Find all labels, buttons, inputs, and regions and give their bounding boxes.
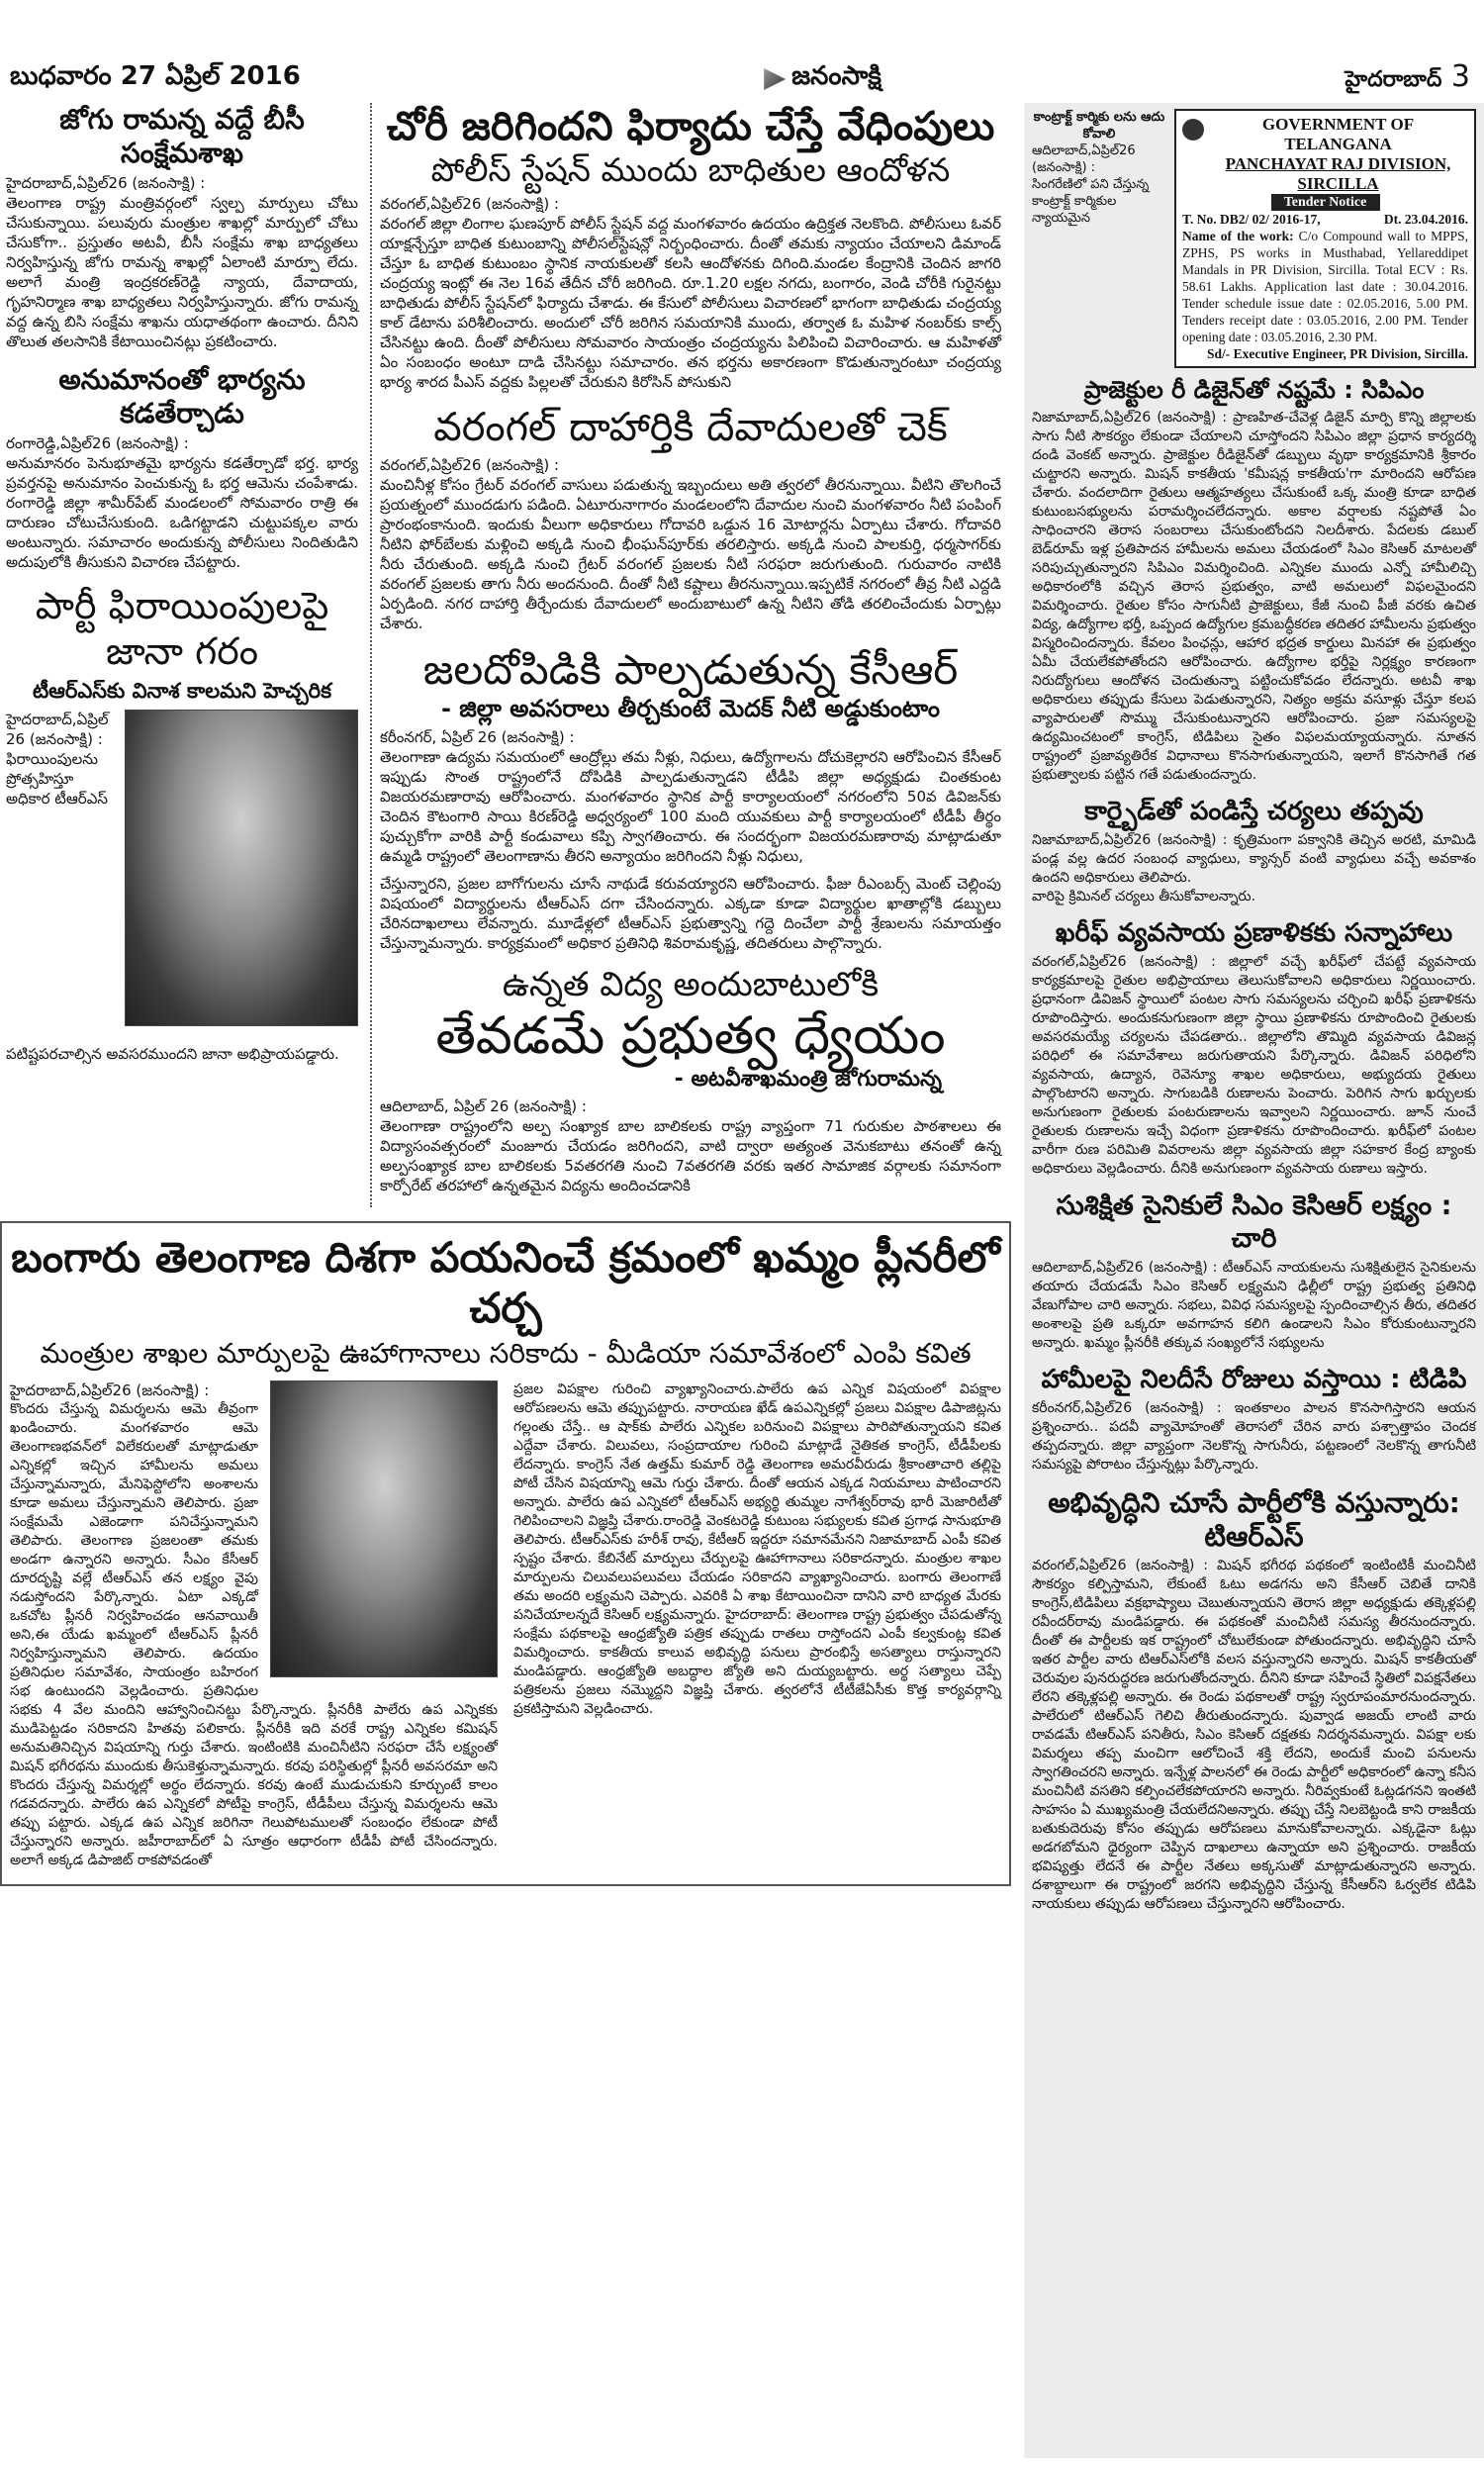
work-label: Name of the work: <box>1182 229 1294 243</box>
dateline: కరీంనగర్,ఏప్రిల్26 (జనంసాక్షి) : <box>1032 1400 1222 1417</box>
page-header <box>0 0 1484 103</box>
headline: పార్టీ ఫిరాయింపులపై జానా గరం <box>35 584 329 673</box>
article-body <box>1032 1259 1476 1353</box>
lead-story-kavitha <box>0 1221 1011 1885</box>
right-column <box>1024 103 1484 2458</box>
page-number: 3 <box>1450 59 1470 94</box>
issue-date: బుధవారం 27 ఏప్రిల్ 2016 <box>10 61 301 91</box>
page-body <box>0 103 1484 2458</box>
headline: కార్బైడ్‌తో పండిస్తే చర్యలు తప్పవు <box>1084 796 1424 826</box>
headline: ప్రాజెక్టుల రీ డిజైన్‌తో నష్టమే : సిపిఎం <box>1083 376 1425 404</box>
tender-badge: Tender Notice <box>1271 194 1380 211</box>
headline: బంగారు తెలంగాణ దిశగా పయనించే క్రమంలో ఖమ్మం ప్లీనరీలో చర్చ <box>11 1233 1000 1332</box>
dateline: వరంగల్,ఏప్రిల్26 (జనంసాక్షి) : <box>380 455 560 474</box>
tender-number: T. No. DB2/ 02/ 2016-17, <box>1182 212 1321 227</box>
dateline: హైదరాబాద్,ఏప్రిల్26 (జనంసాక్షి) : <box>6 174 206 193</box>
tender-org: GOVERNMENT OF TELANGANA <box>1261 115 1415 153</box>
dateline: ఆదిలాబాద్, ఏప్రిల్ 26 (జనంసాక్షి) : <box>380 1097 587 1116</box>
dateline: ఆదిలాబాద్,ఏప్రిల్26 (జనంసాక్షి) : <box>1032 143 1136 175</box>
subheadline: మంత్రుల శాఖల మార్పులపై ఊహాగానాలు సరికాదు - మీడియా సమావేశంలో ఎంపి కవిత <box>40 1337 972 1371</box>
article-kcr-water-looting <box>380 645 1001 953</box>
kicker: ఉన్నత విద్య అందుబాటులోకి <box>502 964 880 1004</box>
article-body: తెలంగాణా రాష్ట్రంలోని అల్ప సంఖ్యాక బాల బాలికలకు రాష్ట్ర వ్యాప్తంగా 71 గురుకుల పాఠశాలలు ఈ విద్యాసంవత్సరంలో మంజూరు చేయడం జరిగిందని, వాటి ద్వారా అత్యంత వెనుకబాటు తనంతో ఉన్న అల్పసంఖ్యాక బాల బాలికలకు 5వతరగతి నుంచి 7వతరగతి వరకు ఇతర సామాజిక వర్గాలకు సమానంగా కార్పోరేట్ తరహాలో ఉన్నతమైన విద్యను అందించడానికి <box>380 1117 1001 1195</box>
paper-name: జనంసాక్షి <box>791 61 881 91</box>
headline: తేవడమే ప్రభుత్వ ధ్యేయం <box>435 1005 946 1066</box>
article-text: కృత్రిమంగా పక్వానికి తెచ్చిన అరటి, మామిడి పండ్ల వల్ల ఉదర సంబంధ వ్యాధులు, క్యాన్సర్ వంటి వ్యాధులు వచ్చే అవకాశం ఉందని అధికారులు తెలిపారు. <box>1032 831 1476 886</box>
tender-division: PANCHAYAT RAJ DIVISION, SIRCILLA <box>1225 154 1451 193</box>
article-theft-harassment <box>380 103 1001 392</box>
right-article <box>1032 1365 1476 1475</box>
middle-column <box>378 103 1003 1207</box>
right-article <box>1032 797 1476 906</box>
article-closing: వారిపై క్రిమినల్ చర్యలు తీసుకోవాలన్నారు. <box>1032 888 1256 904</box>
article-body: తెలంగాణ రాష్ట్ర మంత్రివర్గంలో స్వల్ప మార్పులు చోటు చేసుకున్నాయి. పలువురు మంత్రుల శాఖల్లో మార్పులో చోటు చేసుకోగా.. ప్రస్తుతం అటవీ, బీసీ సంక్షేమ శాఖ బాధ్యతలు నిర్వహిస్తున్న జోగు రామన్న శాఖల్లో ఏలాంటి మార్పూ లేదు. అలాగే మంత్రి ఇంద్రకరణ్‌రెడ్డి న్యాయ, దేవాదాయ, గృహనిర్మాణ శాఖ బాధ్యతలు నిర్వహిస్తున్నారు. జోగు రామన్న వద్ద ఉన్న బిసి సంక్షేమ శాఖను యధాతథంగా ఉంచారు. దీనిని తొలుత తలసానికి కేటాయించినట్లు ప్రకటించారు. <box>6 194 358 351</box>
article-warangal-water <box>380 404 1001 633</box>
logo-arrow-icon <box>764 68 786 90</box>
right-article <box>1032 1190 1476 1353</box>
article-body: కొందరు చేస్తున్న విమర్శలను ఆమె తీవ్రంగా ఖండించారు. మంగళవారం ఆమె తెలంగాణభవన్‌లో విలేకరులతో మాట్లాడుతూ ఎన్నికల్లో ఇచ్చిన హామీలను అమలు చేస్తున్నామన్నారు, మేనిఫెస్టోలోని అంశాలను కూడా అమలు చేస్తున్నామని తెలిపారు. ప్రజా సంక్షేమమే ఎజెండాగా పనిచేస్తున్నామని తెలిపారు. తెలంగాణ ప్రజలంతా తమకు అండగా ఉన్నారని అన్నారు. సీఎం కేసీఆర్ దూరదృష్టి వల్లే టీఆర్ఎస్ తన లక్ష్యం వైపు నడుస్తోందని పేర్కొన్నారు. ఏటా ఎక్కడో ఒకచోట ప్లీనరీ నిర్వహించడం ఆనవాయితీ అని,ఈ యేడు ఖమ్మంలో టీఆర్ఎస్ ప్లీనరీ నిర్వహిస్తున్నామని తెలిపారు. ఉదయం ప్రతినిధుల సమావేశం, సాయంత్రం బహిరంగ సభ ఉంటుందని వెల్లడించారు. ప్రతినిధుల సభకు 4 వేల మందిని ఆహ్వానించినట్టు పేర్కొన్నారు. ప్లీనరీకి పాలేరు ఉప ఎన్నికకు ముడిపెట్టడం సరికాదని హితవు పలికారు. ప్లీనరీకి ఇది వరకే రాష్ట్ర ఎన్నికల కమిషన్ అనుమతినిచ్చిన విషయాన్ని గుర్తు చేశారు. ఇంటింటికి మంచినీటిని సరఫరా చేసే లక్ష్యంతో మిషన్ భగీరథను ముందుకు తీసుకెళ్తున్నామన్నారు. కరవు పరిస్థితుల్లో ప్లీనరీ అవసరమా అని కొందరు చేస్తున్న విమర్శల్లో అర్థం లేదన్నారు. కరవు ఉంటే ముడుచుకుని కూర్చుంటే కాలం గడవదన్నారు. పాలేరు ఉప ఎన్నికలో పోటీపై కాంగ్రెస్, టీడీపీలు చేస్తున్న విమర్శలను ఆమె తప్పు పట్టారు. ఎక్కడ ఉప ఎన్నిక జరిగినా గెలుపోటములతో సంబంధం లేకుండా పోటీ చేస్తున్నారని అన్నారు. జహీరాబాద్‌లో ఏ సూత్రం ఆధారంగా టీడీపీ పోటీ చేసిందన్నారు. అలాగే అక్కడ డిపాజిట్ రాకపోవడంతో <box>10 1400 498 1868</box>
headline: అభివృద్ధిని చూసే పార్టీలోకి వస్తున్నారు: టిఆర్ఎస్ <box>1048 1486 1460 1553</box>
tender-date: Dt. 23.04.2016. <box>1383 212 1468 227</box>
article-text: జిల్లాలో వచ్చే ఖరీఫ్‌లో చేపట్టే వ్యవసాయ కార్యక్రమాలపై రైతుల అభిప్రాయాలు తెలుసుకోవాలని అధికారులు నిర్ణయించారు. ప్రధానంగా డివిజన్ స్థాయిలో పంటల సాగు సమస్యలను చర్చించి ఖరీఫ్ ప్రణాళికను రూపొందిస్తారు. అందుకనుగుణంగా జిల్లా స్థాయి ప్రణాళికను రూపొందించి రైతులకు అవసరమయ్యే చర్యలను చేపడతారు.. జిల్లాలోని తొమ్మిది వ్యవసాయ డివిజన్ల పరిధిలో ఈ సమావేశాలు జరుగుతాయని పేర్కొన్నారు. డివిజన్ పరిధిలోని వ్యవసాయ, ఉద్యాన, రెవెన్యూ శాఖల అధికారులు, అభ్యుదయ రైతులు పాల్గొంటారని అన్నారు. సాగుబడికి రుణాలను పెంచారు. పెరిగిన సాగు ఖర్చులకు అనుగుణంగా రైతులకు పంటరుణాలను ఇవ్వాలని నిర్ణయించారు. జూన్ నుంచే రైతులకు రుణాలను ఇచ్చే విధంగా ప్రణాళికను రూపొందించారు. ఖరీఫ్‌లో పంటల వారీగా రుణ పరిమితి వివరాలను జిల్లా వ్యవసాయ జిల్లా సహకార కేంద్ర బ్యాంకు అధికారులు వెల్లడించారు. దీనికి అనుగుణంగా వ్యవసాయ రుణాలు ఇస్తారు. <box>1032 954 1476 1178</box>
lead-column-1 <box>10 1380 498 1870</box>
masthead-logo <box>764 61 881 97</box>
article-wife-murder <box>6 363 358 572</box>
article-closing: పటిష్టపరచాల్సిన అవసరముందని జానా అభిప్రాయపడ్డారు. <box>6 1044 339 1063</box>
article-higher-education <box>380 965 1001 1196</box>
column-divider <box>370 103 372 1207</box>
article-text: మిషన్ భగీరథ పథకంలో ఇంటింటికీ మంచినీటి సౌకర్యం కల్పిస్తామని, లేకుంటే ఓటు అడగను అని కేసీఆర్ చెబితే దానికి కాంగ్రెస్,టిడిపిలు వక్రభాష్యాలు చెబుతున్నాయని తెరాస జిల్లా అధ్యక్షుడు తక్కెళ్లపల్లి రవీందర్‌రావు మండిపడ్డారు. ఈ పథకంతో మంచినీటి సమస్య తీరనుందన్నారు. దీంతో ఈ పార్టీలకు ఇక రాష్ట్రంలో చోటులేకుండా పోతుందన్నారు. అభివృద్ధిని చూసే ఇతర పార్టీల వారు టిఆర్‌ఎస్‌లోకి వలస వస్తున్నారని అన్నారు. మిషన్ కాకతీయతో చెరువుల పునరుద్ధరణ జరుగుతోందన్నారు. దీనిని కూడా సహించే స్థితిలో విపక్షనేతలు లేరని తక్కెళ్లపల్లి అన్నారు. ఈ రెండు పథకాలతో రాష్ట్ర స్వరూపంమారనుందన్నారు. పాలేరులో టిఆర్‌ఎస్ గెలిచి తీరుతుందన్నారు. పువ్వాడ అజయ్ లాంటి వారు రావడమే టిఆర్‌ఎస్ పనితీరు, సిఎం కెసిఆర్ దక్షతకు నిదర్శనమన్నారు. విపక్షా లకు విమర్శలు తప్ప మంచిగా ఆలోచించే శక్తి లేదని, అందుకే మంచి పనులను స్వాగతించరని అన్నారు. ఇన్నేళ్ల పాలనలో ఈ రెండు పార్టీలో అధికారంలో ఉన్నా కనీస మంచినీటి వసతిని కల్పించలేకపోయారని అన్నారు. నీరివ్వకుంటే ఓట్లడగనని ఇంతటి సాహసం ఏ ముఖ్యమంత్రి చేయలేదనిఅన్నారు. తప్పు చేస్తే నిలబెట్టండి కాని రాజకీయ బతుకుదెరువు కోసం తప్పుడు ఆరోపణలు మానుకోవాలన్నారు. ఎక్కడైనా ఓట్లు అడగబోమని ధైర్యంగా చెప్పిన దాఖలాలు ఉన్నాయా అని ప్రశ్నించారు. రాజకీయ భవిష్యత్తు లేదనే ఈ పార్టీల నేతలు అక్కసుతో మాట్లాడుతున్నారని అన్నారు. దశాబ్దాలుగా ఈ రాష్ట్రంలో జరగని అభివృద్ధిని చేస్తున్న కేసీఆర్‌ని ఓర్వలేక టిడిపి నాయకులు తప్పుడు ఆరోపణలు చేస్తున్నారని ఆరోపించారు. <box>1032 1558 1476 1913</box>
right-article <box>1032 1486 1476 1914</box>
headline: ఖరీఫ్ వ్యవసాయ ప్రణాళికకు సన్నాహాలు <box>1055 917 1453 948</box>
article-body: అనుమానరం పెనుభూతమై భార్యను కడతేర్చాడో భర్త. భార్య ప్రవర్తనపై అనుమానం పెంచుకున్న ఓ భర్త ఆమెను చంపేశాడు. రంగారెడ్డి జిల్లా శామీర్‌పేట్ మండలంలో సోమవారం రాత్రి ఈ దారుణం చోటుచేసుకుంది. ఒడిగట్టాడని చుట్టుపక్కల వారు అంటున్నారు. సమాచారం అందుకున్న పోలీసులు నిందితుడిని అదుపులోకి తీసుకుని విచారణ చేపట్టారు. <box>6 454 358 572</box>
subheadline: - జిల్లా అవసరాలు తీర్చకుంటే మెదక్ నీటి అడ్డుకుంటాం <box>440 694 941 722</box>
article-body <box>1032 831 1476 888</box>
article-body: వరంగల్ జిల్లా లింగాల ఘణపూర్ పోలీస్ స్టేషన్ వద్ద మంగళవారం ఉదయం ఉద్రిక్తత నెలకొంది. పోలీసులు ఓవర్ యాక్షన్చేస్తూ బాధిత కుటుంబాన్ని పోలీసల్‌స్టేషన్లో నిర్బంధించారు. దీంతో తమకు న్యాయం చేయాలని డిమాండ్ చేస్తూ ఓ బాధిత కుటుంబం స్థానిక నాయకులతో కలసి ఆందోళనకు దిగింది.మండల కేంద్రానికి చెందిన జాగరి చంద్రయ్య ఇంట్లో ఈ నెల 16వ తేదీన చోరీ జరిగింది. రూ.1.20 లక్షల నగదు, బంగారం, వెండి చోరీకి గురైనట్టు బాధితుడు పోలీస్ స్టేషన్‌లో ఫిర్యాదు చేశాడు. ఈ కేసులో పోలీసులు విచారణలో భాగంగా బాధితుడు చంద్రయ్య కాల్ డేటాను పరిశీలించారు. అందులో చోరీ జరిగిన సమయానికి ముందు, తర్వాత ఓ మహిళ నంబర్‌కు కాల్స్ చేసినట్టు ఉంది. దీంతో పోలీసులు సోమవారం సాయంత్రం చంద్రయ్యను పిలిపించి విచారించారు. ఆ మహిళతో ఏం సంబంధం అంటూ దాడి చేసినట్టు సమాచారం. తన భర్తను అకారణంగా కొడుతున్నారంటూ చంద్రయ్య భార్య శారద పీఎస్ వద్దకు పిల్లలతో చేరుకుని కిరోసిన్ పోసుకుని <box>380 214 1001 391</box>
dateline: వరంగల్,ఏప్రిల్26 (జనంసాక్షి) : <box>1032 1558 1209 1574</box>
article-body: ఫిరాయింపులను ప్రోత్సహిస్తూ అధికార టీఆర్‌ఎస్ <box>6 749 108 808</box>
dateline: వరంగల్,ఏప్రిల్26 (జనంసాక్షి) : <box>380 194 560 213</box>
article-text: ప్రాణహిత-చేవెళ్ల డిజైన్ మార్పి కొన్ని జిల్లాలకు సాగు నీటి సౌకర్యం లేకుండా చేయాలని చూస్తోందని సిపిఎం జిల్లా ప్రధాన కార్యదర్శి దండి వెంకట్ అన్నారు. ప్రాజెక్టుల రీడిజైన్‌తో డబ్బులు వృథా కార్యక్రమానికి శ్రీకారం చుట్టారని అన్నారు. మిషన్ కాకతీయ 'కమీషన్ల కాకతీయ'గా మారిందని ఆరోపణ చేశారు. వందలాదిగా రైతులు ఆత్మహత్యలు చేసుకుంటే ఒక్క మంత్రి కూడా బాధిత కుటుంబసభ్యులను పరామర్శించలేదన్నారు. అకాల వర్షాలకు నష్టపోతే ఏం సాధించారని తెరాస సంబరాలు చేసుకుంటోందని నిలదీశారు. పేదలకు డబుల్ బెడ్‌రూమ్ ఇళ్ల ప్రతిపాదన హామీలను అమలు చేయడంలో సిఎం కెసిఆర్ మాటలతో సరిపుచ్చుతున్నారని సిపిఎం విమర్శించింది. ఎన్నికల ముందు ఎన్నో హామీలిచ్చి అధికారంలోకి వచ్చిన తెరాస ప్రభుత్వం, వాటి అమలులో విఫలమైందని విమర్శించారు. రైతుల కోసం సాగునీటి ప్రాజెక్టులు, కేజీ నుంచి పీజీ వరకు ఉచిత విద్య, ఉద్యోగాల భర్తీ, ఒప్పంద ఉద్యోగుల క్రమబద్ధీకరణ తదితర హామీలను ప్రభుత్వం విస్మరించిందన్నారు. కేవలం పింఛన్లు, ఆహార భద్రత కార్డులు మినహా ఈ ప్రభుత్వం ఏమీ చేయలేకపోతోందని ఆరోపించారు. ఉద్యోగాల భర్తీపై నిర్లక్ష్యం కారణంగా నిరుద్యోగులు ఆందోళన చెందుతున్నా పట్టించుకోవడం లేదన్నారు. అటవీ శాఖ అధికారులు తప్పుడు కేసులు పెడుతున్నారని, నిత్యం అక్రమ వసూళ్లు చేస్తూ కలప వ్యాపారులతో సొమ్ము చేసుకుంటున్నారని ఆరోపించారు. ప్రజా సమస్యలపై ఉద్యమించటంలో కాంగ్రెస్, టిడిపిలు సైతం విఫలమయ్యాయన్నారు. నూతన రాష్ట్రంలో ప్రజావ్యతిరేక విధానాలు కొనసాగుతున్నాయని, ఇలాగే కొనసాగితే గత ప్రభుత్వాలకు పట్టిన గతే పడుతుందన్నారు. <box>1032 409 1477 783</box>
lead-column-2 <box>513 1380 1001 1870</box>
page-label <box>1345 59 1470 97</box>
article-body <box>1032 953 1476 1179</box>
work-details: C/o Compound wall to MPPS, ZPHS, PS works in Musthabad, Yellareddipet Mandals in PR Division, Sircilla. Total ECV : Rs. 58.61 Lakhs. Application last date : 30.04.2016. Tender schedule issue date : 02.05.2016, 5.00 PM. Tenders receipt date : 03.05.2016, 2.00 PM. Tender opening date : 03.05.2016, 2.30 PM. <box>1182 229 1468 344</box>
subheadline: - అటవీశాఖమంత్రి జోగురామన్న <box>674 1066 942 1092</box>
brief-contract-workers <box>1032 109 1166 227</box>
brief-body: సింగరేణిలో పని చేస్తున్న కాంట్రాక్ట్ కార్మికుల న్యాయమైన <box>1032 177 1150 226</box>
dateline: హైదరాబాద్,ఏప్రిల్26 (జనంసాక్షి) : <box>10 1380 210 1399</box>
headline: వరంగల్ దాహార్తికి దేవాదులతో చెక్ <box>433 404 948 450</box>
photo-kavitha <box>270 1380 498 1677</box>
photo-jana-reddy <box>125 710 358 1026</box>
article-text: ఇంతకాలం పాలన కొనసాగిస్తారని ఆయన ప్రశ్నించారు.. పదవీ వ్యామోహంతో తెరాసలో చేరిన వారు పశ్చాత్తాపం చెందక తప్పదన్నారు. జిల్లా వ్యాప్తంగా నెలకొన్న సాగునీరు, పట్టణంలో నెలకొన్న తాగునీటి సమస్యపై పోరాటం చేస్తున్నట్లు పేర్కొన్నారు. <box>1032 1400 1476 1474</box>
headline: హామీలపై నిలదీసే రోజులు వస్తాయి : టిడిపి <box>1041 1364 1467 1394</box>
government-seal-icon <box>1182 119 1204 141</box>
edition-name: హైదరాబాద్ <box>1345 67 1442 92</box>
article-jogu-ramanna <box>6 103 358 351</box>
article-body: తెలంగాణా ఉద్యమ సమయంలో ఆంద్రోల్లు తమ నీళ్లు, నిధులు, ఉద్యోగాలను దోచుకెల్లారని ఆరోపించిన కేసీఆర్ ఇప్పుడు సొంత రాష్ట్రంలోనే దోపిడికి పాల్పడుతున్నాడని టీడీపి జిల్లా అధ్యక్షుడు చింతకుంట విజయరమణారావు ఆరోపించారు. మంగళవారం స్థానిక పార్టీ కార్యాలయంలో నగరంలోని 50వ డివిజన్‌కు చెందిన కౌటంగారి సాయి కిరణ్‌రెడ్డి అధ్వర్యంలో 100 మంది యువకులు పార్టీ కార్యాలయంలో టీడీపీ తీర్థం పుచ్చుకోగా వారికి పార్టీ కండువాలు కప్పి స్వాగతించారు. ఈ సందర్భంగా విజయరమణారావు మాట్లాడుతూ ఉమ్మడి రాష్ట్రంలో తెలంగాణాను తీరని అన్యాయం జరిగిందని నీళ్లు నిధులు, <box>380 747 1001 865</box>
dateline: ఆదిలాబాద్,ఏప్రిల్26 (జనంసాక్షి) : <box>1032 1259 1218 1276</box>
left-column <box>0 103 364 1207</box>
headline: సుశిక్షిత సైనికులే సిఎం కెసిఆర్ లక్ష్యం : చారి <box>1056 1190 1452 1254</box>
dateline: నిజామాబాద్,ఏప్రిల్26 (జనంసాక్షి) : <box>1032 409 1228 426</box>
left-area <box>0 103 1011 1886</box>
right-article <box>1032 918 1476 1179</box>
tender-notice <box>1174 109 1476 368</box>
subheadline: టీఆర్‌ఎస్‌కు వినాశ కాలమని హెచ్చరిక <box>32 678 332 703</box>
article-body <box>1032 409 1476 785</box>
dateline: నిజామాబాద్,ఏప్రిల్26 (జనంసాక్షి) : <box>1032 831 1228 848</box>
dateline: రంగారెడ్డి,ఏప్రిల్26 (జనంసాక్షి) : <box>6 434 189 453</box>
dateline: హైదరాబాద్,ఏప్రిల్ 26 (జనంసాక్షి) : <box>6 710 109 748</box>
right-article <box>1032 376 1476 785</box>
article-text: టీఆర్ఎస్ నాయకులను సుశిక్షితులైన సైనికులను తయారు చేయడమే సిఎం కెసిఆర్ లక్ష్యమని ఢిల్లీలో రాష్ట్ర ప్రభుత్వ ప్రతినిధి వేణుగోపాల చారి అన్నారు. సభలు, వివిధ సమస్యలపై స్పందించాల్సిన తీరు, తదితర అంశాలపై ప్రతి ఒక్కరూ అవగాహన కలిగి ఉండాలని సిఎం కోరుకుంటున్నారని అన్నారు. ఖమ్మం ప్లీనరీకి తక్కువ సంఖ్యలోనే సభ్యులను <box>1032 1259 1476 1351</box>
subheadline: పోలీస్ స్టేషన్ ముందు బాధితుల ఆందోళన <box>430 150 951 189</box>
dateline: వరంగల్,ఏప్రిల్26 (జనంసాక్షి) : <box>1032 954 1216 971</box>
article-body: మంచినీళ్ల కోసం గ్రేటర్ వరంగల్ వాసులు పడుతున్న ఇబ్బందులు అతి త్వరలో తీరనున్నాయి. వీటిని తొలగించే ప్రయత్నంలో ముందడుగు పడింది. ఏటూరునాగారం మండలంలోని దేవాదుల నుంచి మంగళవారం నీటి పంపింగ్ ప్రారంభంకానుంది. ఇందుకు వీలుగా అధికారులు గోదావరి ఒడ్డున 16 మోటార్లను ఏర్పాటు చేశారు. గోదావరి నీటిని ఫోర్‌బేలకు మళ్లించి అక్కడి నుంచి భీంఘన్‌పూర్‌కు తరలిస్తారు. అక్కడి నుంచి పాలకుర్తి, ధర్మసాగర్‌కు నీరు చేరుతుంది. అక్కడి నుంచి గ్రేటర్ వరంగల్ ప్రజలకు నీటి సరఫరా జరుగుతుంది. గురువారం నాటికి వరంగల్ ప్రజలకు తాగు నీరు అందనుంది. దీంతో నీటి కష్టాలు తీరనున్నాయి.ఇప్పటికే నగరంలో తీవ్ర నీటి ఎద్దడి ఏర్పడింది. నగర దాహార్తి తీర్చేందుకు దేవాదులలో అందుబాటులో ఉన్న నీటిని తోడి తరలించేందుకు ఏర్పాట్లు చేశారు. <box>380 475 1001 632</box>
headline: చోరీ జరిగిందని ఫిర్యాదు చేస్తే వేధింపులు <box>386 104 995 149</box>
article-jana-defections <box>6 584 358 1063</box>
right-articles <box>1032 376 1476 1914</box>
article-body <box>1032 1557 1476 1914</box>
headline: అనుమానంతో భార్యను కడతేర్చాడు <box>58 363 306 429</box>
article-body: ప్రజల విపక్షాల గురించి వ్యాఖ్యానించారు.పాలేరు ఉప ఎన్నిక విషయంలో విపక్షాల ఆరోపణలను ఆమె తప్పుపట్టారు. నారాయణ ఖేడ్ ఉపఎన్నికల్లో ప్రజలు విపక్షాల డిపాజిట్లను గల్లంతు చేస్తే.. ఆ షాక్‌కు పాలేరు ఎన్నికల బరినుంచి విపక్షాలు పారిపోతున్నాయని కవిత ఎద్దేవా చేశారు. విలువలు, సంప్రదాయాల గురించి మాట్లాడే నైతికత కాంగ్రెస్, టీడీపీలకు లేదన్నారు. కాంగ్రెస్ నేత ఉత్తమ్ కుమార్ రెడ్డి తెలంగాణ అమరవీరుడు శ్రీకాంతాచారి తల్లిపై పోటీ చేసిన విషయాన్ని ఆమె గుర్తు చేశారు. దీంతో ఆయన ఎక్కడ నియమాలు పాటించారని అన్నారు. పాలేరు ఉప ఎన్నికలో టీఆర్ఎస్ అభ్యర్థి తుమ్మల నాగేశ్వర్‌రావు భారీ మెజారిటీతో గెలిపించాలని విజ్ఞప్తి చేశారు.రాంరెడ్డి వెంకటరెడ్డి కుటుంబ సభ్యులకు కవిత ప్రగాఢ సానుభూతి తెలిపారు. టీఆర్ఎస్‌కు హరీశ్ రావు, కేటీఆర్ ఇద్దరూ సమానమేనని నిజామాబాద్ ఎంపీ కవిత స్పష్టం చేశారు. కేబినేట్ మార్పులు చేర్పులపై ఊహాగానాలు సరికాదన్నారు. మంత్రుల శాఖల మార్పులను చిలువలుపలువలు చేయడం సరికాదని వ్యాఖ్యానించారు. బంగారు తెలంగాణే తమ అందరి లక్ష్యమని చెప్పారు. ఎవరికి ఏ శాఖ కేటాయించినా దానిని వారి బాధ్యత మేరకు పనిచేయాలన్నదే కెసిఆర్ లక్ష్యమన్నారు. హైదరాబాద్: తెలంగాణ రాష్ట్ర ప్రభుత్వం చేపడుతోన్న సంక్షేమ పథకాలపై ఆంధ్రజ్యోతి పత్రిక తప్పుడు రాతలు రాస్తోందని ఎంపీ కల్వకుంట్ల కవిత విమర్శించారు. కాకతీయ కాలువ అభివృద్ధి పనులు ప్రారంభిస్తే అసత్యాలు రాస్తున్నారని మండిపడ్డారు. ఆంధ్రజ్యోతి అబద్ధాల జ్యోతి అని దుయ్యబట్టారు. అర్థ సత్యాలు చెప్పే పత్రికలను ప్రజలు నమ్మొద్దని విజ్ఞప్తి చేశారు. త్వరలోనే టీటీజేఏసీకు కొత్త కార్యవర్గాన్ని ప్రకటిస్తామని వెల్లడించారు. <box>513 1380 1001 1717</box>
article-body <box>1032 1399 1476 1475</box>
dateline: కరీంనగర్, ఏప్రిల్ 26 (జనంసాక్షి) : <box>380 727 575 746</box>
article-closing: చేస్తున్నారని, ప్రజల బాగోగులను చూసే నాథుడే కరువయ్యారని ఆరోపించారు. ఫీజు రీఎంబర్స్ మెంట్ చెల్లింపు విషయంలో విద్యార్థులను టీఆర్ఎస్ దగా చేసిందన్నారు. ఎక్కడా కూడా విద్యార్థుల ఖాతాల్లోకి డబ్బులు చేరినదాఖలాలు లేవన్నారు. మూడేళ్లలో టీఆర్ఎస్ ప్రభుత్వాన్ని గద్దె దించేలా పార్టీ శ్రేణులను సమాయత్తం చేస్తున్నామన్నారు. కార్యక్రమంలో అధికార ప్రతినిధి శివరామకృష్ణ, తదితరులు పాల్గొన్నారు. <box>380 874 1001 952</box>
brief-title: కాంట్రాక్ట్ కార్మికు లను ఆదు కోవాలి <box>1033 110 1165 142</box>
headline: జలదోపిడికి పాల్పడుతున్న కేసీఆర్ <box>422 644 959 694</box>
tender-signature: Sd/- Executive Engineer, PR Division, Sircilla. <box>1206 346 1468 361</box>
headline: జోగు రామన్న వద్దే బీసీ సంక్షేమశాఖ <box>59 103 305 169</box>
